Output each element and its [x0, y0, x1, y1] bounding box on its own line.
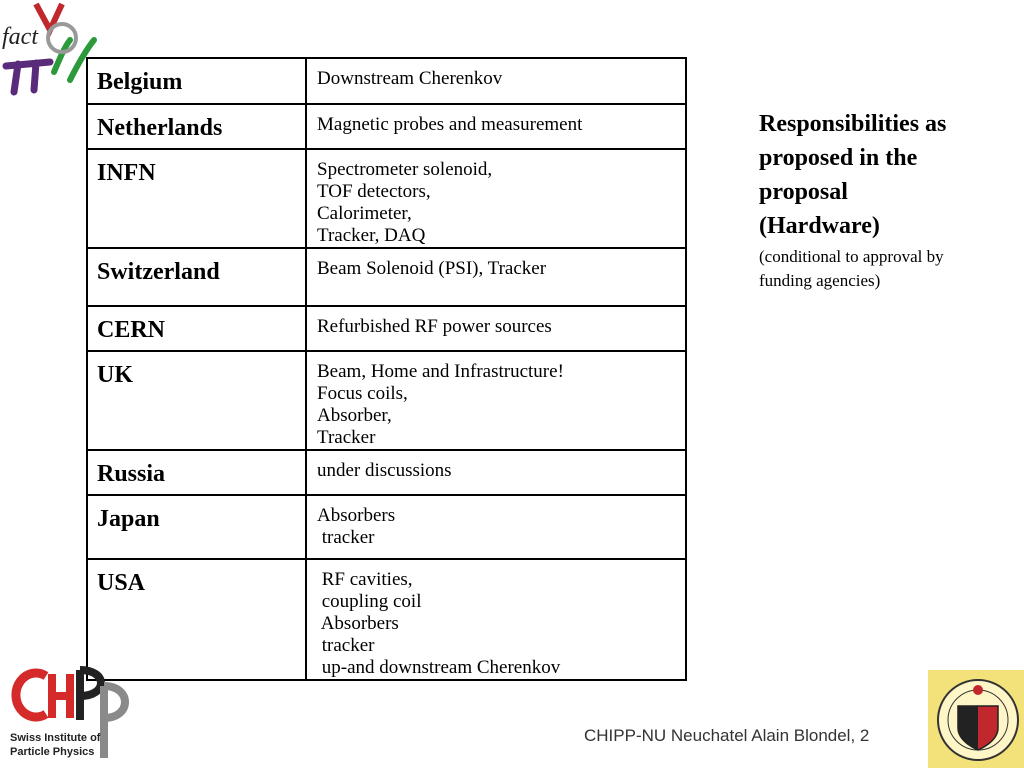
country-cell: CERN — [87, 306, 306, 351]
task-cell — [306, 248, 686, 306]
task-cell — [306, 58, 686, 104]
country-cell: Belgium — [87, 58, 306, 104]
task-cell — [306, 495, 686, 559]
task-line: Tracker — [317, 427, 376, 448]
task-line: TOF detectors, — [317, 181, 431, 202]
side-title-line: proposed in the — [759, 145, 918, 171]
footer-text: CHIPP-NU Neuchatel Alain Blondel, 2 — [584, 726, 870, 745]
country-cell: Switzerland — [87, 248, 306, 306]
task-line: Refurbished RF power sources — [317, 316, 552, 337]
country-cell: USA — [87, 559, 306, 680]
side-sub-line: (conditional to approval by — [759, 247, 944, 266]
responsibilities-table — [86, 57, 687, 681]
chipp-line: Swiss Institute of — [10, 732, 101, 744]
side-title — [759, 107, 999, 243]
side-note — [759, 107, 999, 293]
task-line: Spectrometer solenoid, — [317, 159, 493, 180]
country-cell: Russia — [87, 450, 306, 495]
task-line: Focus coils, — [317, 383, 408, 404]
task-line: Absorbers — [317, 505, 396, 526]
task-line: Tracker, DAQ — [317, 225, 426, 246]
table-row — [87, 450, 686, 495]
task-line: Beam Solenoid (PSI), Tracker — [317, 258, 547, 279]
country-cell: UK — [87, 351, 306, 450]
task-line: up-and downstream Cherenkov — [317, 657, 561, 678]
table-row — [87, 351, 686, 450]
task-line: coupling coil — [317, 591, 422, 612]
task-line: tracker — [317, 527, 375, 548]
chipp-caption — [10, 731, 100, 759]
side-title-line: proposal — [759, 179, 848, 205]
task-cell — [306, 104, 686, 149]
side-title-line: (Hardware) — [759, 213, 880, 239]
task-line: RF cavities, — [317, 569, 413, 590]
side-title-line: Responsibilities as — [759, 111, 947, 137]
task-line: Beam, Home and Infrastructure! — [317, 361, 564, 382]
task-cell — [306, 306, 686, 351]
task-line: tracker — [317, 635, 375, 656]
task-cell — [306, 450, 686, 495]
task-cell — [306, 351, 686, 450]
country-cell: Netherlands — [87, 104, 306, 149]
side-subtitle — [759, 245, 999, 293]
task-line: Magnetic probes and measurement — [317, 114, 583, 135]
chipp-line: Particle Physics — [10, 746, 95, 758]
country-cell: INFN — [87, 149, 306, 248]
table-row — [87, 248, 686, 306]
university-seal — [928, 670, 1024, 768]
task-line: Calorimeter, — [317, 203, 412, 224]
country-cell: Japan — [87, 495, 306, 559]
table-row — [87, 495, 686, 559]
table-row — [87, 306, 686, 351]
task-line: Absorber, — [317, 405, 392, 426]
table-row — [87, 104, 686, 149]
table-row — [87, 559, 686, 680]
task-line: Absorbers — [317, 613, 399, 634]
logo-fact-text: fact — [2, 24, 38, 50]
task-cell — [306, 559, 686, 680]
task-line: under discussions — [317, 460, 452, 481]
table-row — [87, 149, 686, 248]
task-line: Downstream Cherenkov — [317, 68, 503, 89]
side-sub-line: funding agencies) — [759, 271, 881, 290]
table-row — [87, 58, 686, 104]
task-cell — [306, 149, 686, 248]
